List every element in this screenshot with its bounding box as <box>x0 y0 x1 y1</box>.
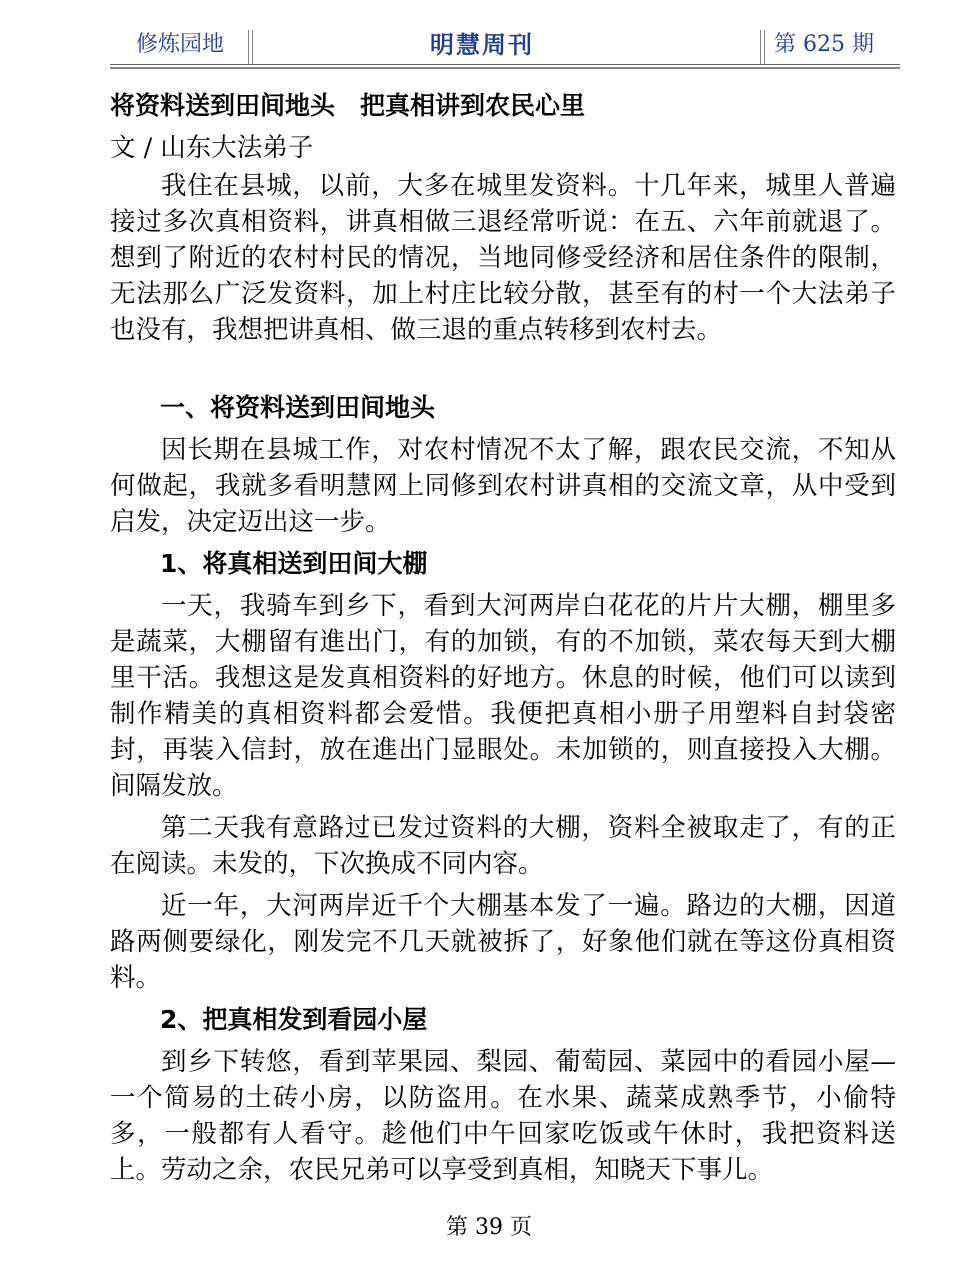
issue-number: 第 625 期 <box>774 32 874 57</box>
paragraph: 到乡下转悠，看到苹果园、梨园、葡萄园、菜园中的看园小屋—一个简易的土砖小房，以防盗用。在水果、蔬菜成熟季节，小偷特多，一般都有人看守。趁他们中午回家吃饭或午休时，我把资料送上。劳动之余，农民兄弟可以享受到真相，知晓天下事儿。 <box>110 1047 896 1185</box>
section-heading: 一、将资料送到田间地头 <box>160 393 436 422</box>
article-author: 文 / 山东大法弟子 <box>110 133 314 163</box>
section-name: 修炼园地 <box>136 32 225 57</box>
page-header <box>110 26 900 66</box>
paragraph: 因长期在县城工作，对农村情况不太了解，跟农民交流，不知从何做起，我就多看明慧网上同修到农村讲真相的交流文章，从中受到启发，决定迈出这一步。 <box>110 435 896 537</box>
article-title: 将资料送到田间地头 把真相讲到农民心里 <box>110 91 586 120</box>
header-rule <box>110 64 900 69</box>
paragraph: 一天，我骑车到乡下，看到大河两岸白花花的片片大棚，棚里多是蔬菜，大棚留有進出门，有的加锁，有的不加锁，菜农每天到大棚里干活。我想这是发真相资料的好地方。休息的时候，他们可以读到制作精美的真相资料都会爱惜。我便把真相小册子用塑料自封袋密封，再装入信封，放在進出门显眼处。未加锁的，则直接投入大棚。间隔发放。 <box>110 591 896 801</box>
paragraph: 近一年，大河两岸近千个大棚基本发了一遍。路边的大棚，因道路两侧要绿化，刚发完不几天就被拆了，好象他们就在等这份真相资料。 <box>110 891 896 993</box>
page-number: 第 39 页 <box>446 1215 532 1240</box>
subsection-heading: 2、把真相发到看园小屋 <box>160 1005 428 1034</box>
subsection-heading: 1、将真相送到田间大棚 <box>160 549 428 578</box>
header-divider-left <box>248 30 253 64</box>
paragraph: 第二天我有意路过已发过资料的大棚，资料全被取走了，有的正在阅读。未发的，下次换成不同内容。 <box>110 813 896 879</box>
paragraph: 我住在县城，以前，大多在城里发资料。十几年来，城里人普遍接过多次真相资料，讲真相做三退经常听说：在五、六年前就退了。想到了附近的农村村民的情况，当地同修受经济和居住条件的限制，无法那么广泛发资料，加上村庄比较分散，甚至有的村一个大法弟子也没有，我想把讲真相、做三退的重点转移到农村去。 <box>110 171 896 345</box>
publication-masthead: 明慧周刊 <box>430 31 534 59</box>
article-body <box>110 84 896 1188</box>
header-divider-right <box>760 30 765 64</box>
